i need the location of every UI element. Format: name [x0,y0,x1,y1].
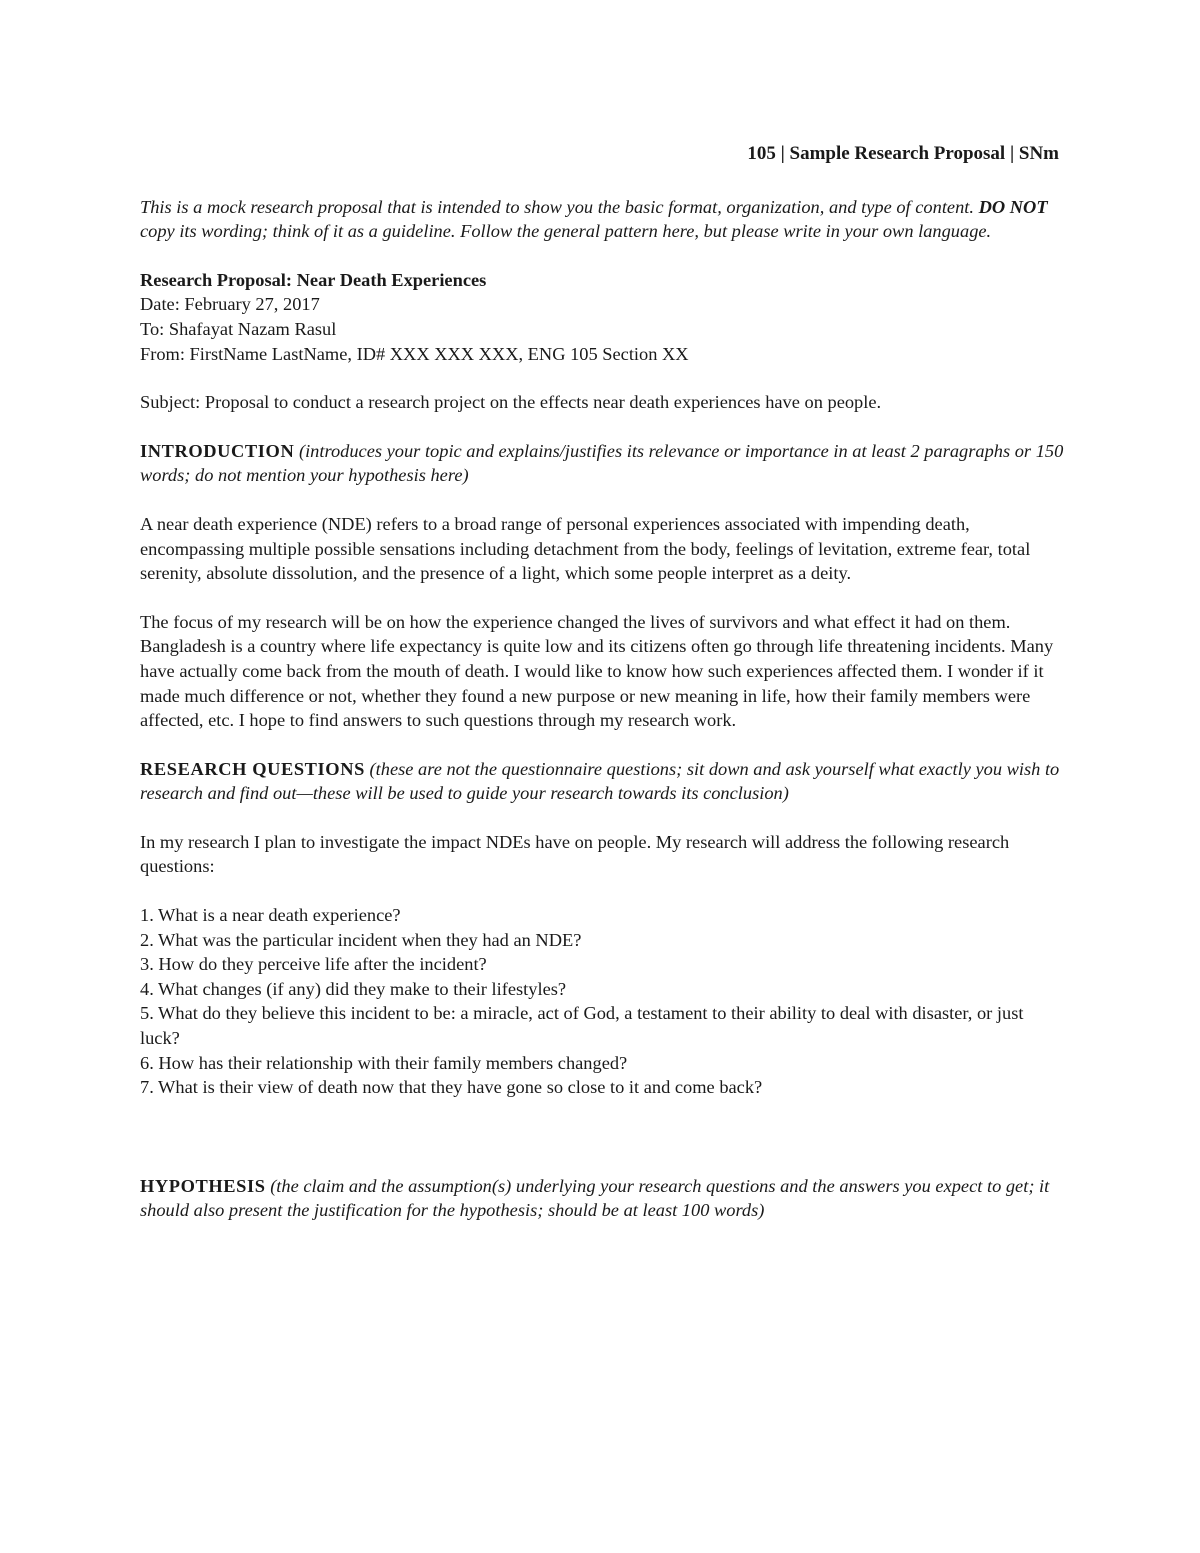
introduction-heading: INTRODUCTION [140,440,295,461]
introduction-heading-line [140,439,1065,488]
list-item: 7. What is their view of death now that they have gone so close to it and come back? [140,1077,763,1098]
hypothesis-heading-line [140,1174,1065,1223]
spacer [140,733,1065,757]
list-item: 4. What changes (if any) did they make to their lifestyles? [140,978,567,999]
spacer [140,806,1065,830]
hypothesis-heading: HYPOTHESIS [140,1175,266,1196]
memo-from: From: FirstName LastName, ID# XXX XXX XXX, ENG 105 Section XX [140,343,689,364]
intro-note-emphasis: DO NOT [978,196,1048,217]
intro-note-after: copy its wording; think of it as a guideline. Follow the general pattern here, but please write in your own language. [140,221,992,242]
spacer [140,1100,1065,1174]
list-item: 1. What is a near death experience? [140,905,401,926]
spacer [140,879,1065,903]
list-item: 3. How do they perceive life after the incident? [140,954,487,975]
memo-to: To: Shafayat Nazam Rasul [140,318,337,339]
proposal-title: Research Proposal: Near Death Experiences [140,269,487,290]
intro-note [140,195,1065,244]
spacer [140,415,1065,439]
introduction-note: (introduces your topic and explains/justifies its relevance or importance in at least 2 paragraphs or 150 words; do not mention your hypothesis here) [140,440,1064,486]
memo-subject: Subject: Proposal to conduct a research project on the effects near death experiences have on people. [140,392,882,413]
spacer [140,488,1065,512]
list-item: 5. What do they believe this incident to be: a miracle, act of God, a testament to their ability to deal with disaster, or just luck? [140,1003,1024,1049]
research-questions-note: (these are not the questionnaire questions; sit down and ask yourself what exactly you wish to research and find out—these will be used to guide your research towards its conclusion) [140,758,1060,804]
memo-date: Date: February 27, 2017 [140,294,320,315]
hypothesis-note: (the claim and the assumption(s) underlying your research questions and the answers you expect to get; it should also present the justification for the hypothesis; should be at least 100 words) [140,1175,1050,1221]
spacer [140,366,1065,390]
research-questions-heading: RESEARCH QUESTIONS [140,758,365,779]
introduction-paragraph-2: The focus of my research will be on how the experience changed the lives of survivors and what effect it had on them. Bangladesh is a country where life expectancy is quite low and its citizens often go through life threatening incidents. Many have actually come back from the mouth of death. I would like to know how such experiences affected them. I wonder if it made much difference or not, whether they found a new purpose or new meaning in life, how their family members were affected, etc. I hope to find answers to such questions through my research work. [140,611,1054,731]
introduction-paragraph-1: A near death experience (NDE) refers to a broad range of personal experiences associated with impending death, encompassing multiple possible sensations including detachment from the body, feelings of levitation, extreme fear, total serenity, absolute dissolution, and the presence of a light, which some people interpret as a deity. [140,513,1031,584]
document-page [140,142,1065,1223]
spacer [140,586,1065,610]
intro-note-before: This is a mock research proposal that is intended to show you the basic format, organization, and type of content. [140,196,979,217]
list-item: 2. What was the particular incident when they had an NDE? [140,929,582,950]
research-questions-heading-line [140,757,1065,806]
page-header: 105 | Sample Research Proposal | SNm [747,143,1059,164]
research-questions-lead: In my research I plan to investigate the impact NDEs have on people. My research will address the following research questions: [140,831,1010,877]
research-questions-list [140,903,1065,1100]
list-item: 6. How has their relationship with their family members changed? [140,1052,628,1073]
